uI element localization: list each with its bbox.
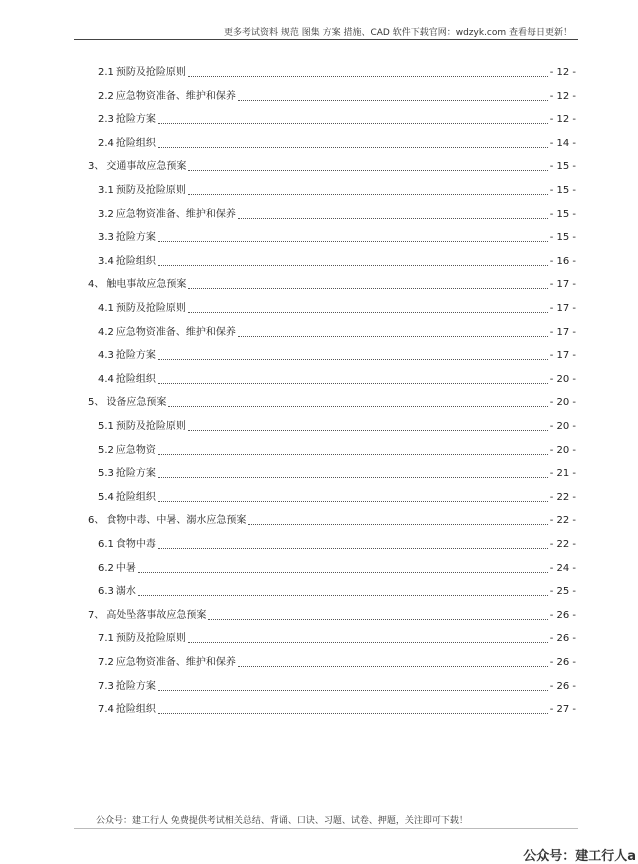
toc-entry-number: 2.2 xyxy=(98,90,114,102)
toc-entry-title: 预防及抢险原则 xyxy=(115,421,186,432)
toc-entry-number: 7.3 xyxy=(98,680,114,692)
toc-dot-leader xyxy=(158,712,548,714)
toc-entry-title: 交通事故应急预案 xyxy=(106,161,187,173)
toc-entry[interactable] xyxy=(98,65,576,79)
toc-entry[interactable] xyxy=(98,537,576,551)
toc-entry-title: 预防及抢险原则 xyxy=(115,185,186,196)
toc-entry-title: 食物中毒 xyxy=(115,539,156,550)
toc-dot-leader xyxy=(158,122,548,124)
toc-dot-leader xyxy=(158,547,548,549)
toc-entry[interactable] xyxy=(98,183,576,197)
toc-dot-leader xyxy=(188,75,548,77)
toc-entry-number: 5.3 xyxy=(98,468,114,480)
toc-entry-page-number: - 16 - xyxy=(549,255,576,267)
toc-entry[interactable] xyxy=(88,159,576,173)
toc-entry-page-number: - 27 - xyxy=(549,704,576,716)
page-header: 更多考试资料 规范 图集 方案 措施、CAD 软件下载官网：wdzyk.com 查看每日更新！ xyxy=(224,28,572,38)
toc-entry[interactable] xyxy=(98,325,576,339)
toc-entry-page-number: - 20 - xyxy=(549,373,576,385)
toc-dot-leader xyxy=(248,523,547,525)
toc-entry-number: 6.2 xyxy=(98,562,114,574)
toc-entry-page-number: - 14 - xyxy=(549,137,576,149)
toc-entry-number: 3.1 xyxy=(98,185,114,196)
toc-dot-leader xyxy=(158,476,548,478)
toc-entry-number: 4.1 xyxy=(98,303,114,314)
toc-entry[interactable] xyxy=(98,207,576,221)
footer-divider xyxy=(74,828,578,829)
toc-entry-page-number: - 20 - xyxy=(549,444,576,456)
toc-entry[interactable] xyxy=(88,277,576,291)
toc-entry-page-number: - 12 - xyxy=(549,67,576,78)
toc-entry-page-number: - 22 - xyxy=(549,539,576,550)
toc-dot-leader xyxy=(158,358,548,360)
toc-dot-leader xyxy=(238,665,548,667)
toc-entry[interactable] xyxy=(98,230,576,244)
toc-entry-title: 食物中毒、中暑、溺水应急预案 xyxy=(106,515,247,527)
toc-dot-leader xyxy=(238,217,548,219)
toc-entry-title: 预防及抢险原则 xyxy=(115,67,186,78)
toc-entry-page-number: - 15 - xyxy=(549,232,576,244)
toc-entry-title: 抢险方案 xyxy=(115,350,156,362)
toc-entry[interactable] xyxy=(98,631,576,645)
toc-entry-title: 应急物资准备、维护和保养 xyxy=(115,326,236,338)
toc-entry-page-number: - 15 - xyxy=(549,161,576,173)
toc-dot-leader xyxy=(158,689,548,691)
toc-entry[interactable] xyxy=(88,395,576,409)
toc-dot-leader xyxy=(158,382,548,384)
toc-entry-page-number: - 17 - xyxy=(549,326,576,338)
toc-entry[interactable] xyxy=(98,490,576,504)
toc-entry[interactable] xyxy=(98,136,576,150)
toc-entry[interactable] xyxy=(88,513,576,527)
toc-entry-page-number: - 26 - xyxy=(549,680,576,692)
toc-entry-page-number: - 12 - xyxy=(549,114,576,126)
toc-entry-number: 7.4 xyxy=(98,704,114,716)
toc-entry-number: 2.3 xyxy=(98,114,114,126)
toc-entry-page-number: - 26 - xyxy=(549,633,576,645)
toc-entry-page-number: - 22 - xyxy=(549,515,576,527)
toc-entry-page-number: - 17 - xyxy=(549,303,576,314)
toc-entry-number: 2.4 xyxy=(98,137,114,149)
toc-entry-page-number: - 22 - xyxy=(549,491,576,503)
toc-entry[interactable] xyxy=(98,466,576,480)
toc-entry-number: 4、 xyxy=(88,279,105,291)
toc-entry-number: 7、 xyxy=(88,609,105,621)
toc-entry-title: 高处坠落事故应急预案 xyxy=(106,609,207,621)
toc-dot-leader xyxy=(188,169,547,171)
toc-entry-number: 4.2 xyxy=(98,326,114,338)
toc-entry-number: 5.2 xyxy=(98,444,114,456)
toc-entry-title: 抢险方案 xyxy=(115,680,156,692)
toc-entry[interactable] xyxy=(98,301,576,315)
toc-entry-title: 抢险方案 xyxy=(115,232,156,244)
watermark-text: 公众号：建工行人a xyxy=(523,849,636,864)
toc-entry-page-number: - 15 - xyxy=(549,185,576,196)
toc-entry-number: 5.4 xyxy=(98,491,114,503)
toc-dot-leader xyxy=(158,500,548,502)
toc-entry-title: 应急物资准备、维护和保养 xyxy=(115,208,236,220)
toc-dot-leader xyxy=(208,618,547,620)
toc-entry-title: 抢险组织 xyxy=(115,255,156,267)
toc-entry-number: 6.1 xyxy=(98,539,114,550)
toc-entry-title: 抢险方案 xyxy=(115,114,156,126)
toc-entry-number: 2.1 xyxy=(98,67,114,78)
toc-entry-title: 设备应急预案 xyxy=(106,397,167,409)
toc-entry-page-number: - 17 - xyxy=(549,279,576,291)
toc-entry[interactable] xyxy=(98,419,576,433)
toc-dot-leader xyxy=(158,146,548,148)
toc-dot-leader xyxy=(158,264,548,266)
toc-entry-page-number: - 26 - xyxy=(549,609,576,621)
toc-entry[interactable] xyxy=(98,348,576,362)
toc-entry-title: 抢险组织 xyxy=(115,704,156,716)
toc-dot-leader xyxy=(138,594,548,596)
toc-entry-title: 抢险方案 xyxy=(115,468,156,480)
toc-dot-leader xyxy=(168,405,547,407)
toc-entry[interactable] xyxy=(98,89,576,103)
toc-entry-page-number: - 17 - xyxy=(549,350,576,362)
toc-dot-leader xyxy=(158,453,548,455)
toc-entry-title: 中暑 xyxy=(115,562,136,574)
toc-entry-number: 7.1 xyxy=(98,633,114,645)
toc-entry-number: 6、 xyxy=(88,515,105,527)
toc-entry-page-number: - 15 - xyxy=(549,208,576,220)
toc-entry[interactable] xyxy=(98,561,576,575)
toc-entry-title: 应急物资准备、维护和保养 xyxy=(115,657,236,668)
toc-dot-leader xyxy=(188,287,547,289)
toc-entry-title: 抢险组织 xyxy=(115,137,156,149)
toc-entry[interactable] xyxy=(98,372,576,386)
toc-entry-number: 4.3 xyxy=(98,350,114,362)
toc-entry-number: 3.3 xyxy=(98,232,114,244)
toc-entry-page-number: - 25 - xyxy=(549,586,576,598)
toc-dot-leader xyxy=(238,335,548,337)
header-divider xyxy=(74,39,578,40)
toc-dot-leader xyxy=(188,193,548,195)
toc-entry-title: 预防及抢险原则 xyxy=(115,633,186,645)
toc-entry[interactable] xyxy=(98,254,576,268)
toc-entry-number: 5.1 xyxy=(98,421,114,432)
toc-entry-title: 触电事故应急预案 xyxy=(106,279,187,291)
page-footer: 公众号：建工行人 免费提供考试相关总结、背诵、口诀、习题、试卷、押题，关注即可下载！ xyxy=(96,816,468,826)
toc-dot-leader xyxy=(188,641,548,643)
toc-entry-page-number: - 20 - xyxy=(549,397,576,409)
toc-entry-title: 应急物资 xyxy=(115,444,156,456)
toc-entry[interactable] xyxy=(98,443,576,457)
toc-entry-number: 3、 xyxy=(88,161,105,173)
toc-entry-page-number: - 12 - xyxy=(549,90,576,102)
toc-entry-title: 预防及抢险原则 xyxy=(115,303,186,314)
toc-entry-page-number: - 26 - xyxy=(549,657,576,668)
toc-entry-title: 应急物资准备、维护和保养 xyxy=(115,90,236,102)
toc-entry-title: 抢险组织 xyxy=(115,491,156,503)
toc-entry-number: 5、 xyxy=(88,397,105,409)
toc-entry-number: 6.3 xyxy=(98,586,114,598)
toc-dot-leader xyxy=(188,311,548,313)
toc-entry-number: 7.2 xyxy=(98,657,114,668)
toc-entry-number: 4.4 xyxy=(98,373,114,385)
toc-entry[interactable] xyxy=(98,584,576,598)
toc-dot-leader xyxy=(188,429,548,431)
toc-entry[interactable] xyxy=(98,112,576,126)
toc-entry-page-number: - 21 - xyxy=(549,468,576,480)
toc-entry-title: 抢险组织 xyxy=(115,373,156,385)
toc-entry-number: 3.4 xyxy=(98,255,114,267)
toc-entry-page-number: - 20 - xyxy=(549,421,576,432)
toc-entry-title: 溺水 xyxy=(115,586,136,598)
toc-dot-leader xyxy=(238,99,548,101)
toc-dot-leader xyxy=(158,240,548,242)
toc-entry-page-number: - 24 - xyxy=(549,562,576,574)
toc-dot-leader xyxy=(138,571,548,573)
toc-entry[interactable] xyxy=(98,702,576,716)
toc-entry[interactable] xyxy=(98,655,576,669)
toc-entry-number: 3.2 xyxy=(98,208,114,220)
toc-entry[interactable] xyxy=(88,608,576,622)
toc-entry[interactable] xyxy=(98,679,576,693)
